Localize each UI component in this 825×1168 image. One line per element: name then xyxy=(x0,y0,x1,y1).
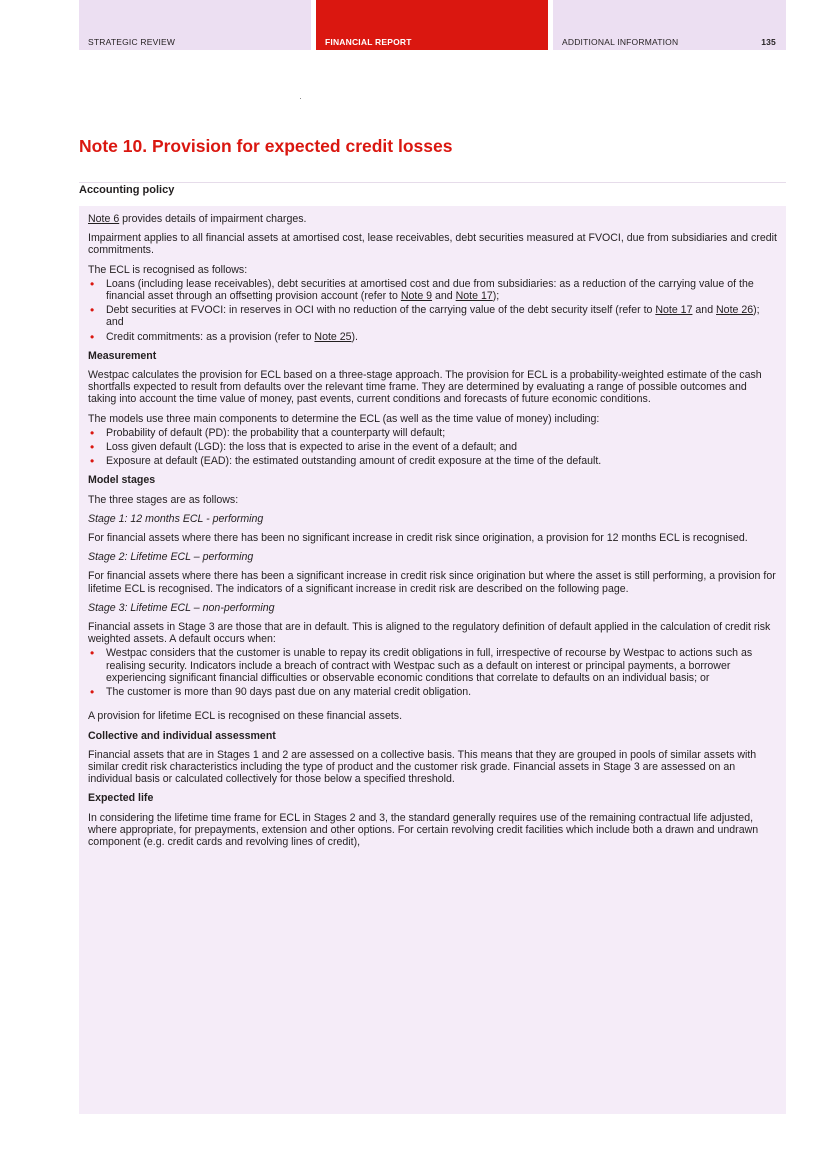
note-6-link[interactable]: Note 6 xyxy=(88,213,120,225)
paragraph: For financial assets where there has been no significant increase in credit risk since origination, a provision for 12 months ECL is recognised. xyxy=(88,532,748,545)
note-25-link[interactable]: Note 25 xyxy=(314,330,352,343)
note-17-link[interactable]: Note 17 xyxy=(455,290,493,303)
section-tabs xyxy=(79,0,786,50)
paragraph: The three stages are as follows: xyxy=(88,493,239,506)
text: ); xyxy=(492,290,500,303)
paragraph: The ECL is recognised as follows: xyxy=(88,263,248,276)
text: Loans (including lease receivables), debt securities at amortised cost and due from subsidiaries: as a reduction of the carrying value of the financial asset through an offsetting provision account (refer to xyxy=(106,277,754,303)
divider xyxy=(79,182,786,183)
paragraph xyxy=(88,213,777,225)
list-item: • Westpac considers that the customer is unable to repay its credit obligations in full, irrespective of recourse by Westpac to actions such as realising security. Indicators include a breach of contract with Westpac such as a default on interest or principal payments, a borrower experiencing significant financial difficulties or observable economic conditions that correlate to defaults on an individual basis; or xyxy=(88,647,777,684)
note-17-link[interactable]: Note 17 xyxy=(655,304,693,317)
section-heading: Accounting policy xyxy=(79,184,175,196)
text: ); and xyxy=(106,304,760,329)
list-item xyxy=(88,278,777,302)
components-list xyxy=(88,427,777,468)
list-item: • Exposure at default (EAD): the estimated outstanding amount of credit exposure at the time of the default. xyxy=(88,455,777,467)
tab-label: FINANCIAL REPORT xyxy=(325,37,412,47)
text: provides details of impairment charges. xyxy=(119,213,307,225)
stray-dot xyxy=(300,98,301,99)
recognition-list xyxy=(88,278,777,343)
paragraph: Financial assets in Stage 3 are those that are in default. This is aligned to the regulatory definition of default applied in the calculation of credit risk weighted assets. A default occurs when: xyxy=(88,621,771,646)
paragraph: Westpac calculates the provision for ECL based on a three-stage approach. The provision for ECL is a probability-weighted estimate of the cash shortfalls expected to result from defaults over the relevant time frame. They are determined by evaluating a range of possible outcomes and taking into account the time value of money, past events, current conditions and forecasts of future economic conditions. xyxy=(88,369,762,406)
paragraph: A provision for lifetime ECL is recognised on these financial assets. xyxy=(88,710,403,723)
paragraph: Impairment applies to all financial assets at amortised cost, lease receivables, debt securities measured at FVOCI, due from subsidiaries and credit commitments. xyxy=(88,232,777,257)
collective-heading: Collective and individual assessment xyxy=(88,729,276,742)
text: Credit commitments: as a provision (refer to xyxy=(106,330,315,343)
tab-label: STRATEGIC REVIEW xyxy=(88,37,176,47)
measurement-heading: Measurement xyxy=(88,349,157,362)
text: and xyxy=(692,304,717,317)
paragraph: Financial assets that are in Stages 1 and 2 are assessed on a collective basis. This means that they are grouped in pools of similar assets with similar credit risk characteristics including the type of product and the customer risk grade. Financial assets in Stage 3 are assessed on an individual basis or calculated collectively for those below a specified threshold. xyxy=(88,748,757,786)
expected-life-heading: Expected life xyxy=(88,792,154,805)
list-item: • The customer is more than 90 days past due on any material credit obligation. xyxy=(88,686,777,698)
paragraph: In considering the lifetime time frame for ECL in Stages 2 and 3, the standard generally requires use of the remaining contractual life adjusted, where appropriate, for prepayments, extension and other options. For certain revolving credit facilities which include both a drawn and undrawn component (e.g. credit cards and revolving lines of credit), xyxy=(88,811,759,848)
tab-label: ADDITIONAL INFORMATION xyxy=(562,37,679,47)
note-26-link[interactable]: Note 26 xyxy=(716,304,754,317)
text: ). xyxy=(351,330,359,343)
note-title: Note 10. Provision for expected credit losses xyxy=(79,136,453,156)
text: and xyxy=(432,290,456,303)
model-stages-heading: Model stages xyxy=(88,474,156,487)
policy-box xyxy=(79,206,786,1114)
tab-additional-information[interactable] xyxy=(553,0,786,50)
stage-2-title: Stage 2: Lifetime ECL – performing xyxy=(88,551,254,564)
list-item: • Probability of default (PD): the probability that a counterparty will default; xyxy=(88,427,777,439)
paragraph: The models use three main components to determine the ECL (as well as the time value of money) including: xyxy=(88,412,600,425)
page-number: 135 xyxy=(761,37,776,47)
note-9-link[interactable]: Note 9 xyxy=(400,290,433,303)
paragraph: For financial assets where there has been a significant increase in credit risk since origination but where the asset is still performing, a provision for lifetime ECL is recognised. The indicators of a significant increase in credit risk are described on the following page. xyxy=(88,570,776,595)
tab-financial-report[interactable] xyxy=(316,0,548,50)
text: Debt securities at FVOCI: in reserves in OCI with no reduction of the carrying value of the debt security itself (refer to xyxy=(106,304,656,317)
stage-3-title: Stage 3: Lifetime ECL – non-performing xyxy=(88,601,275,614)
tab-strategic-review[interactable] xyxy=(79,0,311,50)
list-item xyxy=(88,331,777,343)
default-list xyxy=(88,647,777,698)
stage-1-title: Stage 1: 12 months ECL - performing xyxy=(88,512,264,525)
list-item: • Loss given default (LGD): the loss that is expected to arise in the event of a default; and xyxy=(88,441,777,453)
list-item xyxy=(88,304,777,328)
